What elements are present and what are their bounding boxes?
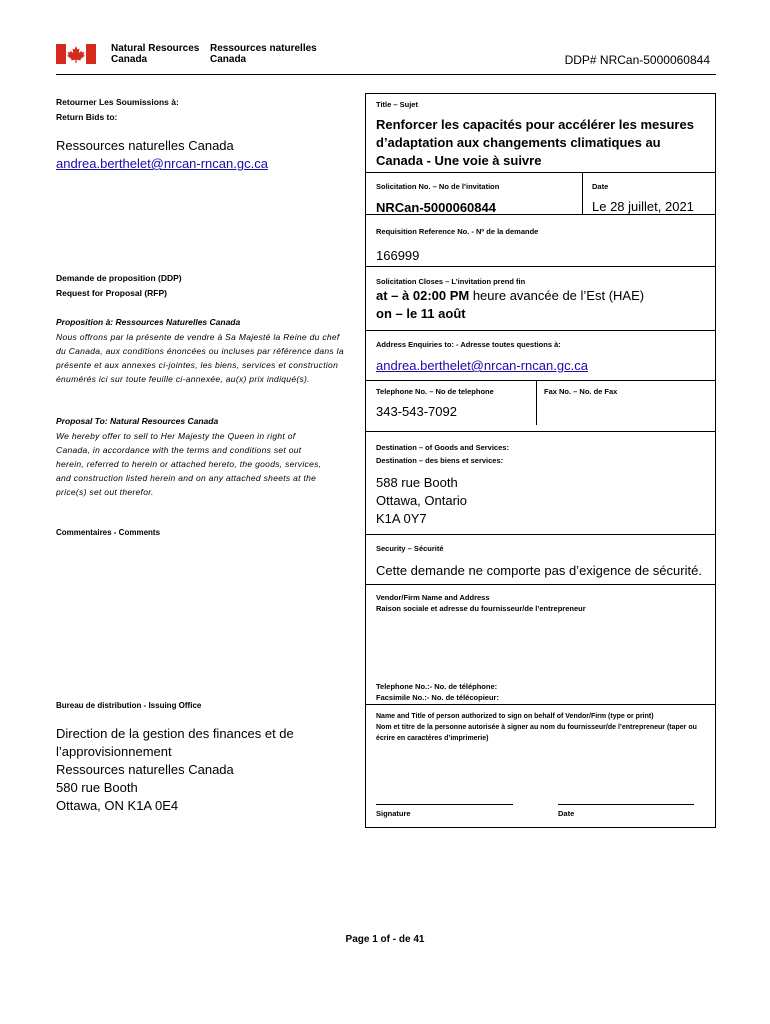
date-line	[558, 804, 694, 805]
date-label: Date	[592, 182, 609, 191]
solicitation-value: NRCan-5000060844	[376, 200, 496, 215]
closes-time-bold: at – à 02:00 PM	[376, 288, 470, 303]
page-number: Page 1 of - de 41	[345, 934, 425, 945]
requisition-label: Requisition Reference No. - Nº de la demande	[376, 227, 539, 236]
title-label: Title – Sujet	[376, 100, 418, 109]
authorized-row	[366, 704, 715, 742]
destination-label: Destination – of Goods and Services: Destination – des biens et services:	[376, 443, 509, 465]
proposition-heading: Proposition à: Ressources Naturelles Canada	[56, 317, 241, 327]
signature-label: Signature	[376, 809, 411, 818]
enquiries-email-link[interactable]: andrea.berthelet@nrcan-rncan.gc.ca	[376, 358, 588, 373]
destination-address: 588 rue Booth Ottawa, Ontario K1A 0Y7	[376, 475, 468, 526]
issuing-office-label: Bureau de distribution - Issuing Office	[56, 701, 202, 710]
fax-label: Fax No. – No. de Fax	[544, 387, 618, 396]
telephone-row	[366, 380, 715, 396]
solicitation-box	[365, 93, 716, 828]
enquiries-row	[366, 330, 715, 349]
return-org: Ressources naturelles Canada	[56, 138, 234, 153]
solicitation-label: Solicitation No. – No de l’invitation	[376, 182, 500, 191]
closes-date: on – le 11 août	[376, 306, 466, 321]
closes-row	[366, 266, 715, 286]
closes-label: Solicitation Closes – L’invitation prend fin	[376, 277, 526, 286]
vendor-label: Vendor/Firm Name and Address Raison sociale et adresse du fournisseur/de l’entrepreneur	[376, 593, 586, 613]
security-value: Cette demande ne comporte pas d’exigence de sécurité.	[376, 563, 702, 578]
proposition-body: Nous offrons par la présente de vendre à Sa Majesté la Reine du chef du Canada, aux conditions énoncées ou incluses par référence dans la présente et aux annexes ci-jointes, les biens, services et construction énumérés ici sur toute feuille ci-annexée, au(x) prix indiqué(s).	[56, 332, 344, 384]
logo-wordmark-fr: Ressources naturelles Canada	[210, 43, 317, 65]
vendor-contact-labels: Telephone No.:- No. de téléphone: Facsimile No.:- No. de télécopieur:	[376, 682, 499, 702]
return-address	[56, 137, 268, 173]
security-row	[366, 534, 715, 553]
header-divider	[56, 74, 716, 75]
logo-wordmark-en: Natural Resources Canada	[111, 43, 200, 65]
security-label: Security – Sécurité	[376, 544, 444, 553]
telephone-value: 343-543-7092	[376, 404, 457, 419]
signature-line	[376, 804, 513, 805]
return-bids-label: Retourner Les Soumissions à: Return Bids to:	[56, 97, 179, 122]
authorized-label: Name and Title of person authorized to sign on behalf of Vendor/Firm (type or print) Nom et titre de la personne autorisée à signer au nom du fournisseur/de l’entrepreneur (taper ou écrire en caractères d’imprimerie)	[376, 713, 697, 742]
vendor-row	[366, 584, 715, 613]
closes-time-rest: heure avancée de l’Est (HAE)	[469, 288, 645, 303]
destination-row	[366, 431, 715, 465]
closes-time	[376, 288, 644, 303]
sig-date-label: Date	[558, 809, 575, 818]
canada-flag-icon	[56, 44, 96, 64]
comments-label: Commentaires - Comments	[56, 528, 161, 537]
requisition-row	[366, 214, 715, 236]
issuing-office-address: Direction de la gestion des finances et de l’approvisionnement Ressources naturelles Canada 580 rue Booth Ottawa, ON K1A 0E4	[56, 726, 294, 813]
return-email-link[interactable]: andrea.berthelet@nrcan-rncan.gc.ca	[56, 156, 268, 171]
telephone-label: Telephone No. – No de telephone	[376, 387, 494, 396]
ddp-number: DDP# NRCan-5000060844	[564, 53, 710, 67]
proposal-heading: Proposal To: Natural Resources Canada	[56, 416, 219, 426]
title-value: Renforcer les capacités pour accélérer les mesures d’adaptation aux changements climatiques au Canada - Une voie à suivre	[376, 117, 694, 168]
requisition-value: 166999	[376, 248, 420, 263]
enquiries-label: Address Enquiries to: - Adresse toutes questions à:	[376, 340, 561, 349]
date-value: Le 28 juillet, 2021	[592, 199, 694, 214]
proposal-body: We hereby offer to sell to Her Majesty the Queen in right of Canada, in accordance with the terms and conditions set out herein, referred to herein or attached hereto, the goods, services, and construction listed herein and on any attached sheets at the price(s) set out therefor.	[56, 431, 322, 497]
rfp-label: Demande de proposition (DDP) Request for Proposal (RFP)	[56, 273, 182, 298]
